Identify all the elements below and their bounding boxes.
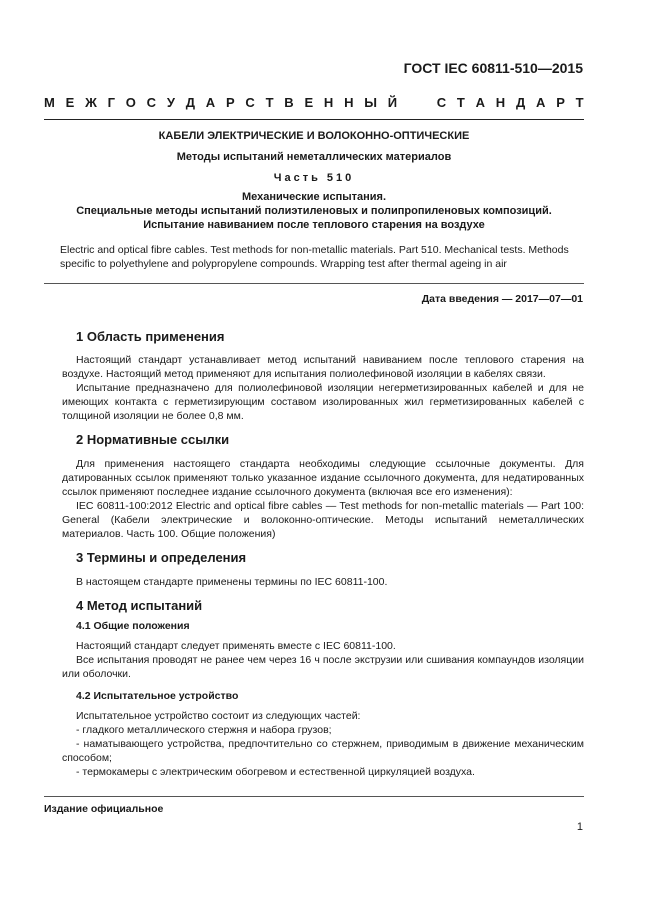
banner-letter: Н — [344, 95, 354, 110]
banner-letter: Т — [456, 95, 465, 110]
banner-letter: Ы — [364, 95, 377, 110]
banner-letter: Е — [65, 95, 75, 110]
document-body — [62, 320, 584, 779]
section-1-heading: 1 Область применения — [76, 329, 225, 344]
official-edition-label: Издание официальное — [44, 803, 164, 815]
banner-letter: О — [125, 95, 136, 110]
list-item: - термокамеры с электрическим обогревом и естественной циркуляцией воздуха. — [76, 766, 475, 778]
subject-line-1: Механические испытания. — [242, 191, 386, 203]
paragraph: IEC 60811-100:2012 Electric and optical fibre cables — Test methods for non-metallic materials — Part 100: General (Кабели электрические и волоконно-оптические. Методы испытаний неметаллических материалов. Часть 100. Общие положения) — [62, 500, 584, 540]
banner-letter: Ж — [85, 95, 97, 110]
paragraph: Все испытания проводят не ранее чем через 16 ч после экструзии или сшивания компаундов изоляции или оболочки. — [62, 654, 584, 680]
header-divider — [44, 119, 584, 120]
banner-letter: Г — [107, 95, 115, 110]
banner-letter: С — [146, 95, 157, 110]
banner-letter: А — [205, 95, 216, 110]
paragraph: В настоящем стандарте применены термины по IEC 60811-100. — [76, 576, 388, 588]
document-code: ГОСТ IEC 60811-510—2015 — [403, 60, 583, 76]
subject-line-2: Специальные методы испытаний полиэтиленовых и полипропиленовых композиций. — [76, 205, 552, 217]
document-title-main: КАБЕЛИ ЭЛЕКТРИЧЕСКИЕ И ВОЛОКОННО-ОПТИЧЕСКИЕ — [158, 130, 470, 142]
paragraph: Для применения настоящего стандарта необходимы следующие ссылочные документы. Для датированных ссылок применяют только указанное издание ссылочного документа, для недатированных ссылок применяют последнее издание ссылочного документа (включая все его изменения): — [62, 458, 584, 498]
banner-letter: Р — [225, 95, 235, 110]
banner-letter: Й — [387, 95, 398, 110]
banner-letter: Т — [575, 95, 584, 110]
banner-letter: А — [475, 95, 486, 110]
document-title-series: Методы испытаний неметаллических материалов — [176, 151, 452, 163]
interstate-standard-banner — [44, 95, 584, 110]
title-divider — [44, 283, 584, 284]
subsection-4-1-heading: 4.1 Общие положения — [76, 620, 190, 632]
section-3-heading: 3 Термины и определения — [76, 550, 247, 565]
paragraph: Испытание предназначено для полиолефиновой изоляции негерметизированных кабелей и для не имеющих контакта с герметизирующим составом изолированных жил герметизированных кабелей с толщиной изоляции не более 0,8 мм. — [62, 382, 584, 422]
banner-letter: Д — [185, 95, 195, 110]
page-number: 1 — [576, 821, 583, 833]
banner-spacer — [408, 95, 412, 110]
banner-letter: Д — [515, 95, 526, 110]
subsection-4-2-heading: 4.2 Испытательное устройство — [76, 690, 239, 702]
banner-letter: С — [436, 95, 447, 110]
banner-letter: Р — [556, 95, 565, 110]
document-title-subject — [44, 190, 584, 232]
banner-letter: А — [536, 95, 546, 110]
section-2-heading: 2 Нормативные ссылки — [76, 432, 230, 447]
banner-letter: С — [245, 95, 255, 110]
list-item: - наматывающего устройства, предпочтительно со стержнем, приводимым в движение механическим способом; — [62, 738, 584, 764]
footer-divider — [44, 796, 584, 797]
paragraph: Испытательное устройство состоит из следующих частей: — [76, 710, 361, 722]
document-title-part: Часть 510 — [273, 172, 355, 184]
english-title: Electric and optical fibre cables. Test methods for non-metallic materials. Part 510. Mechanical tests. Methods specific to polyethylene and polypropylene compounds. Wrapping test after thermal ageing in air — [60, 244, 569, 270]
banner-letter: В — [284, 95, 294, 110]
banner-letter: Н — [495, 95, 506, 110]
subject-line-3: Испытание навиванием после теплового старения на воздухе — [143, 219, 485, 231]
paragraph: Настоящий стандарт устанавливает метод испытаний навиванием после теплового старения на воздухе. Настоящий метод применяют для испытания полиолефиновой изоляции в кабелях связи. — [62, 354, 584, 380]
list-item: - гладкого металлического стержня и набора грузов; — [76, 724, 332, 736]
banner-spacer — [422, 95, 426, 110]
banner-letter: Е — [304, 95, 314, 110]
banner-letter: Т — [265, 95, 274, 110]
section-4-heading: 4 Метод испытаний — [76, 598, 203, 613]
banner-letter: М — [44, 95, 55, 110]
banner-letter: У — [166, 95, 175, 110]
banner-letter: Н — [323, 95, 334, 110]
paragraph: Настоящий стандарт следует применять вместе с IEC 60811-100. — [76, 640, 396, 652]
introduction-date: Дата введения — 2017—07—01 — [421, 293, 583, 305]
